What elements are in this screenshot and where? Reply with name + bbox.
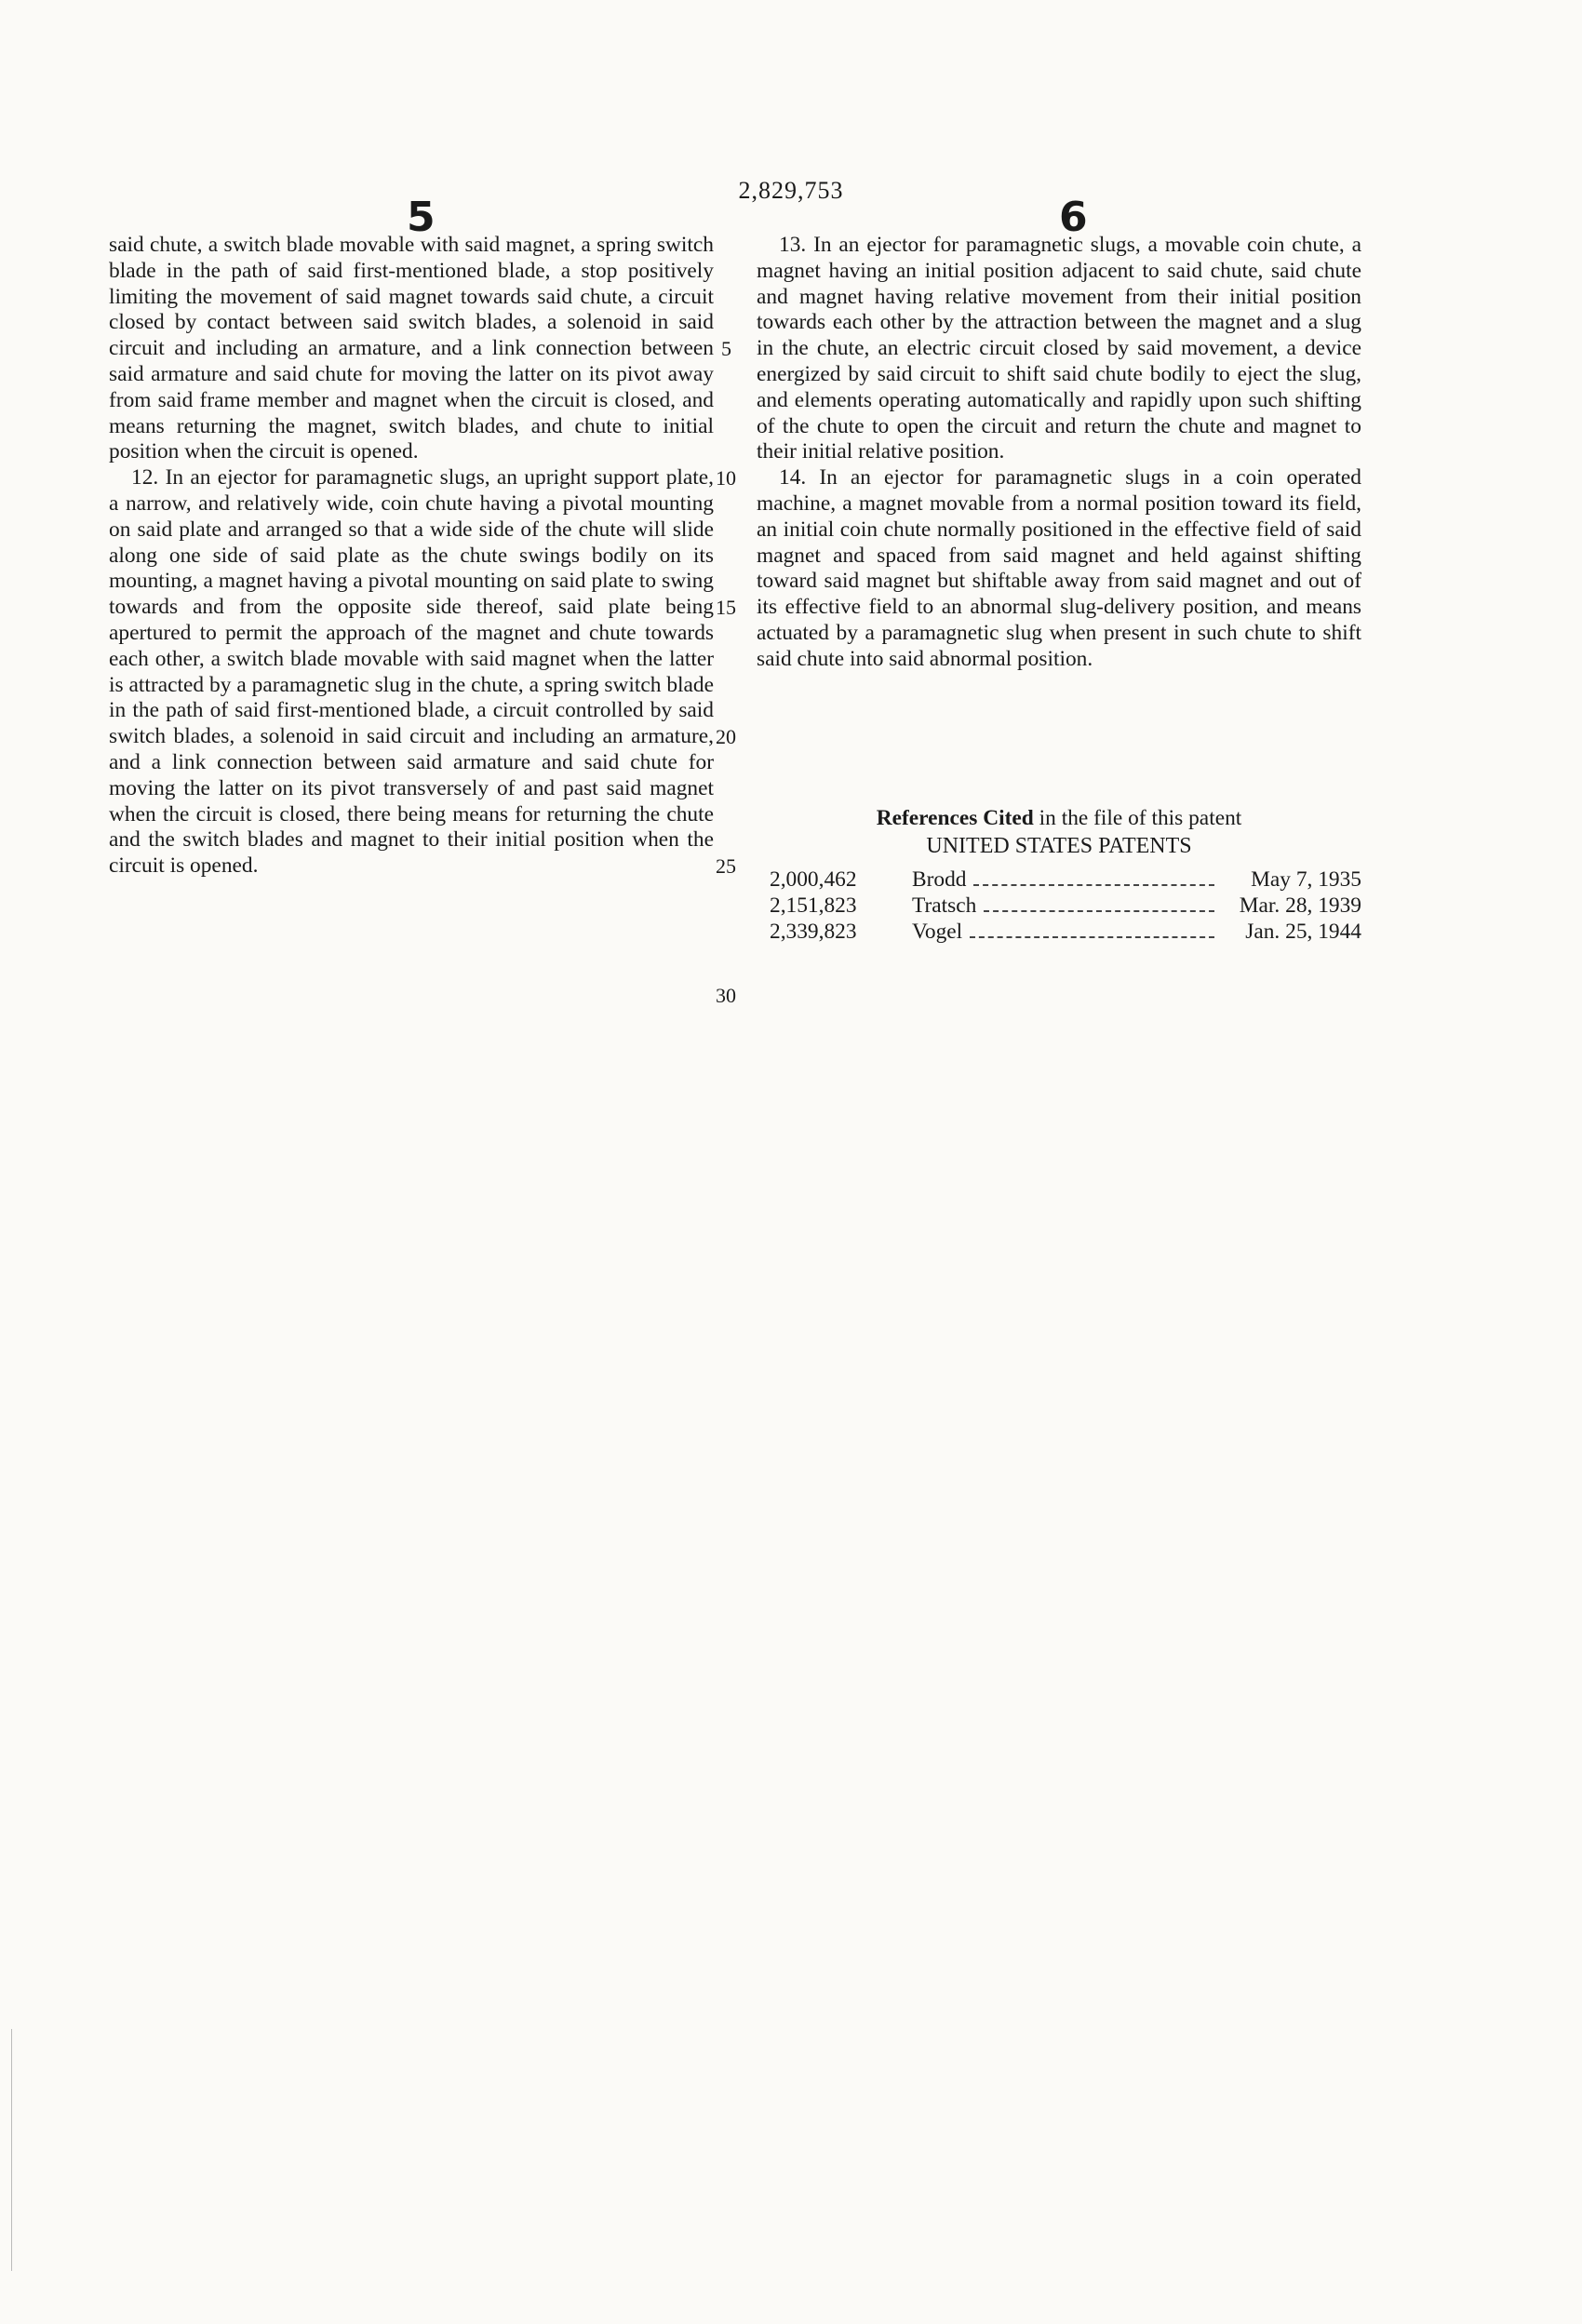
claim-12: 12. In an ejector for paramagnetic slugs, an upright support plate, a narrow, and relatively wide, coin chute having a pivotal mounting on said plate and arranged so that a wide side of the chute will slide along one side of said plate as the chute swings bodily on its mounting, a magnet having a pivotal mounting on said plate to swing towards and from the opposite side thereof, said plate being apertured to permit the approach of the magnet and chute towards each other, a switch blade movable with said magnet when the latter is attracted by a paramagnetic slug in the chute, a spring switch blade in the path of said first-mentioned blade, a circuit controlled by said switch blades, a solenoid in said circuit and including an armature, and a link connection between said armature and said chute for moving the latter on its pivot transversely of and past said magnet when the circuit is closed, there being means for returning the chute and the switch blades and magnet to their initial position when the circuit is opened. bbox=[109, 465, 714, 879]
reference-row bbox=[757, 893, 1361, 919]
patent-number: 2,829,753 bbox=[738, 177, 844, 204]
references-subtitle: UNITED STATES PATENTS bbox=[926, 834, 1192, 858]
line-number-30: 30 bbox=[716, 984, 736, 1007]
claim-14: 14. In an ejector for paramagnetic slugs in a coin operated machine, a magnet movable from a normal position toward its field, an initial coin chute normally positioned in the effective field of said magnet and spaced from said magnet and held against shifting toward said magnet but shiftable away from said magnet and out of its effective field to an abnormal slug-delivery position, and means actuated by a paramagnetic slug when present in such chute to shift said chute into said abnormal position. bbox=[757, 465, 1361, 671]
reference-leader bbox=[984, 909, 1214, 912]
references-title-rest: in the file of this patent bbox=[1033, 806, 1242, 830]
reference-number: 2,339,823 bbox=[770, 920, 857, 944]
reference-number: 2,151,823 bbox=[770, 893, 857, 918]
reference-name: Vogel bbox=[912, 920, 963, 944]
references-title bbox=[757, 805, 1361, 831]
reference-row bbox=[757, 919, 1361, 945]
reference-date: May 7, 1935 bbox=[1251, 867, 1361, 892]
reference-name: Brodd bbox=[912, 867, 967, 892]
left-text-column bbox=[109, 233, 714, 880]
right-column-number: 6 bbox=[1059, 194, 1088, 241]
line-number-20: 20 bbox=[716, 725, 736, 748]
reference-row bbox=[757, 866, 1361, 893]
reference-number: 2,000,462 bbox=[770, 867, 857, 892]
line-number-25: 25 bbox=[716, 854, 736, 878]
claim-11-continued: said chute, a switch blade movable with said magnet, a spring switch blade in the path of said first-mentioned blade, a stop positively limiting the movement of said magnet towards said chute, a circuit closed by contact between said switch blades, a solenoid in said circuit and including an armature, and a link connection between said armature and said chute for moving the latter on its pivot away from said frame member and magnet when the circuit is closed, and means returning the magnet, switch blades, and chute to initial position when the circuit is opened. bbox=[109, 233, 714, 464]
reference-leader bbox=[970, 935, 1214, 938]
left-column-number: 5 bbox=[407, 194, 436, 241]
reference-leader bbox=[973, 883, 1214, 886]
right-text-column bbox=[757, 233, 1361, 673]
line-number-15: 15 bbox=[716, 596, 736, 619]
reference-date: Mar. 28, 1939 bbox=[1239, 893, 1361, 918]
line-number-5: 5 bbox=[721, 337, 731, 360]
reference-date: Jan. 25, 1944 bbox=[1245, 920, 1361, 944]
references-section bbox=[757, 805, 1361, 945]
scan-margin-line bbox=[11, 2029, 12, 2271]
claim-13: 13. In an ejector for paramagnetic slugs, a movable coin chute, a magnet having an initial position adjacent to said chute, said chute and magnet having relative movement from their initial position towards each other by the attraction between the magnet and a slug in the chute, an electric circuit closed by said movement, a device energized by said circuit to shift said chute bodily to eject the slug, and elements operating automatically and rapidly upon such shifting of the chute to open the circuit and return the chute and magnet to their initial relative position. bbox=[757, 233, 1361, 464]
reference-name: Tratsch bbox=[912, 893, 977, 918]
line-number-10: 10 bbox=[716, 466, 736, 490]
references-title-bold: References Cited bbox=[876, 806, 1034, 830]
